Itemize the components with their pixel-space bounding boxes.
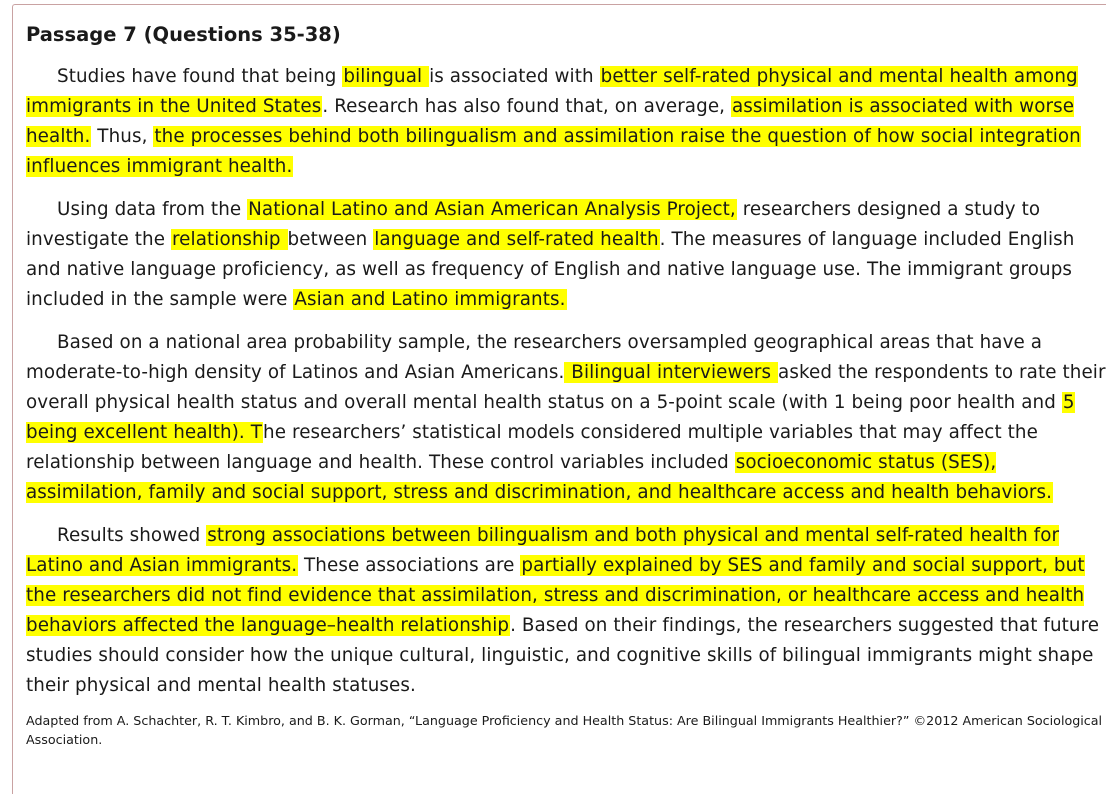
highlighted-text: relationship bbox=[171, 229, 287, 250]
passage-text: researchers designed a study to investigate the bbox=[26, 199, 1041, 250]
passage-text: Studies have found that being bbox=[57, 66, 343, 87]
paragraph-3 bbox=[26, 328, 1106, 508]
passage-text: between bbox=[287, 229, 374, 250]
highlighted-text: better self-rated physical and mental health among immigrants in the United States bbox=[26, 66, 1078, 117]
passage-text: . Based on their findings, the researchers suggested that future studies should consider how the unique cultural, linguistic, and cognitive skills of bilingual immigrants might shape their physical and mental health statuses. bbox=[26, 615, 1100, 696]
highlighted-text: assimilation is associated with worse health. bbox=[26, 96, 1075, 147]
highlighted-text: bilingual bbox=[343, 66, 429, 87]
highlighted-text: 5 being excellent health). T bbox=[26, 392, 1075, 443]
passage-text: he researchers’ statistical models considered multiple variables that may affect the relationship between language and health. These control variables included bbox=[26, 422, 1038, 473]
highlighted-text: partially explained by SES and family and social support, but the researchers did not find evidence that assimilation, stress and discrimination, or healthcare access and health behaviors affected the language–health relationship bbox=[26, 555, 1085, 636]
highlighted-text: socioeconomic status (SES), assimilation, family and social support, stress and discrimination, and healthcare access and health behaviors. bbox=[26, 452, 1053, 503]
passage-text: is associated with bbox=[429, 66, 600, 87]
highlighted-text: Bilingual interviewers bbox=[565, 362, 778, 383]
highlighted-text: strong associations between bilingualism and both physical and mental self-rated health for Latino and Asian immigrants. bbox=[26, 525, 1060, 576]
paragraph-1 bbox=[26, 62, 1106, 182]
paragraph-2 bbox=[26, 195, 1106, 315]
highlighted-text: the processes behind both bilingualism and assimilation raise the question of how social integration influences immigrant health. bbox=[26, 126, 1081, 177]
passage-text: . The measures of language included English and native language proficiency, as well as frequency of English and native language use. The immigrant groups included in the sample were bbox=[26, 229, 1075, 310]
passage-text: Based on a national area probability sample, the researchers oversampled geographical areas that have a moderate-to-high density of Latinos and Asian Americans. bbox=[26, 332, 1043, 383]
highlighted-text: Asian and Latino immigrants. bbox=[294, 289, 566, 310]
passage-text: These associations are bbox=[298, 555, 521, 576]
paragraph-4 bbox=[26, 521, 1106, 701]
passage-text: Using data from the bbox=[57, 199, 248, 220]
passage-content bbox=[26, 20, 1106, 749]
passage-text: . Research has also found that, on average, bbox=[322, 96, 731, 117]
passage-text: asked the respondents to rate their overall physical health status and overall mental health status on a 5-point scale (with 1 being poor health and bbox=[26, 362, 1106, 413]
source-citation: Adapted from A. Schachter, R. T. Kimbro, and B. K. Gorman, “Language Proficiency and Health Status: Are Bilingual Immigrants Healthier?” ©2012 American Sociological Association. bbox=[26, 713, 1103, 747]
passage-text: Thus, bbox=[91, 126, 154, 147]
passage-title: Passage 7 (Questions 35-38) bbox=[26, 23, 341, 46]
passage-text: Results showed bbox=[57, 525, 207, 546]
highlighted-text: National Latino and Asian American Analysis Project, bbox=[248, 199, 736, 220]
highlighted-text: language and self-rated health bbox=[374, 229, 659, 250]
